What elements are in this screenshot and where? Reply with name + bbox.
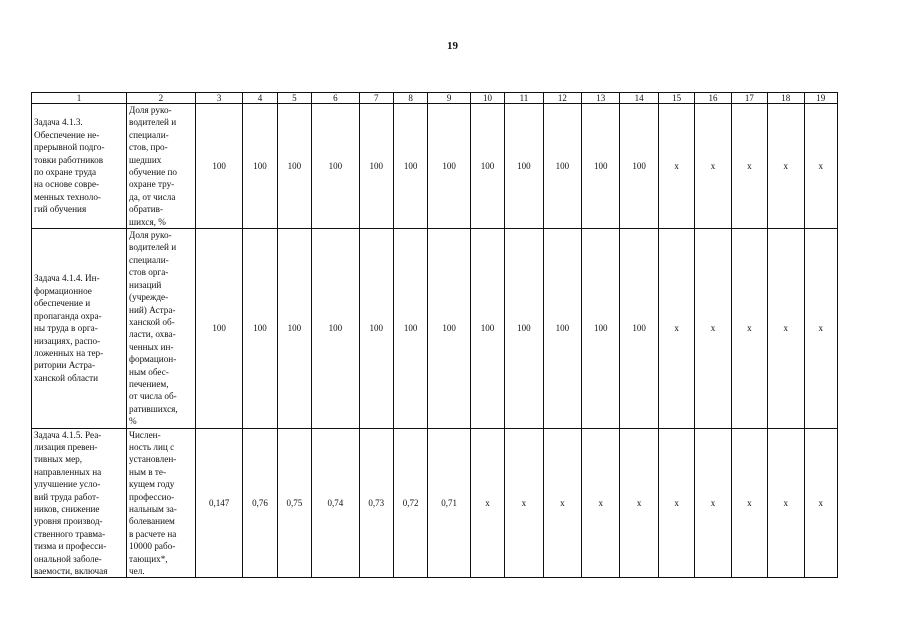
value-cell: 100	[470, 229, 504, 429]
value-cell: 100	[582, 229, 620, 429]
value-cell: x	[658, 428, 694, 578]
task-cell: Задача 4.1.3. Обеспечение не- прерывной подго- товки работников по охране труда на основе совре- менных техноло- гий обучения	[32, 104, 127, 229]
value-cell: x	[582, 428, 620, 578]
value-cell: 100	[195, 229, 243, 429]
value-cell: 100	[505, 104, 543, 229]
column-header: 14	[620, 93, 658, 104]
value-cell: 100	[277, 104, 311, 229]
value-cell: 100	[543, 229, 581, 429]
column-header: 9	[428, 93, 470, 104]
value-cell: x	[731, 428, 767, 578]
value-cell: 100	[393, 229, 427, 429]
value-cell: x	[695, 428, 731, 578]
column-header: 17	[731, 93, 767, 104]
value-cell: x	[731, 229, 767, 429]
value-cell: x	[768, 229, 804, 429]
column-header: 6	[312, 93, 360, 104]
indicator-cell: Числен- ность лиц с установлен- ным в те- кущем году профессио- нальным за- болеванием в расчете на 10000 рабо- тающих*, чел.	[127, 428, 196, 578]
value-cell: 100	[428, 229, 470, 429]
value-cell: x	[543, 428, 581, 578]
column-header: 7	[359, 93, 393, 104]
column-header: 18	[768, 93, 804, 104]
value-cell: 100	[243, 229, 277, 429]
value-cell: x	[505, 428, 543, 578]
column-header: 19	[804, 93, 838, 104]
value-cell: 100	[470, 104, 504, 229]
column-header: 11	[505, 93, 543, 104]
column-header: 2	[127, 93, 196, 104]
column-header: 10	[470, 93, 504, 104]
value-cell: 100	[505, 229, 543, 429]
value-cell: 100	[359, 229, 393, 429]
value-cell: 100	[582, 104, 620, 229]
value-cell: 100	[543, 104, 581, 229]
page-number: 19	[447, 40, 458, 52]
column-header: 16	[695, 93, 731, 104]
value-cell: 100	[195, 104, 243, 229]
table-row	[32, 229, 838, 429]
value-cell: x	[804, 229, 838, 429]
column-header: 1	[32, 93, 127, 104]
table-header-row	[32, 93, 838, 104]
table-row	[32, 428, 838, 578]
value-cell: 0,76	[243, 428, 277, 578]
indicator-cell: Доля руко- водителей и специали- стов орга- низаций (учрежде- ний) Астра- ханской об- ласти, охва- ченных ин- формацион- ным обес- печением, от числа об- ратившихся, %	[127, 229, 196, 429]
value-cell: x	[695, 229, 731, 429]
column-header: 15	[658, 93, 694, 104]
indicator-cell: Доля руко- водителей и специали- стов, про- шедших обучение по охране тру- да, от числа обратив- шихся, %	[127, 104, 196, 229]
task-cell: Задача 4.1.5. Реа- лизация превен- тивных мер, направленных на улучшение усло- вий труда работ- ников, снижение уровня производ- ственного травма- тизма и професси- ональной заболе- ваемости, включая	[32, 428, 127, 578]
value-cell: 100	[428, 104, 470, 229]
value-cell: x	[804, 428, 838, 578]
column-header: 12	[543, 93, 581, 104]
value-cell: 0,75	[277, 428, 311, 578]
value-cell: 0,71	[428, 428, 470, 578]
value-cell: x	[768, 428, 804, 578]
value-cell: x	[731, 104, 767, 229]
value-cell: x	[470, 428, 504, 578]
value-cell: 100	[277, 229, 311, 429]
value-cell: 100	[312, 229, 360, 429]
value-cell: 100	[620, 229, 658, 429]
value-cell: 0,73	[359, 428, 393, 578]
value-cell: 100	[312, 104, 360, 229]
value-cell: x	[768, 104, 804, 229]
value-cell: 0,72	[393, 428, 427, 578]
value-cell: x	[804, 104, 838, 229]
value-cell: 100	[393, 104, 427, 229]
column-header: 13	[582, 93, 620, 104]
column-header: 4	[243, 93, 277, 104]
column-header: 8	[393, 93, 427, 104]
column-header: 3	[195, 93, 243, 104]
value-cell: x	[695, 104, 731, 229]
value-cell: x	[658, 104, 694, 229]
value-cell: x	[620, 428, 658, 578]
value-cell: 100	[620, 104, 658, 229]
indicators-table	[31, 92, 838, 578]
value-cell: 0,74	[312, 428, 360, 578]
task-cell: Задача 4.1.4. Ин- формационное обеспечение и пропаганда охра- ны труда в орга- низациях, распо- ложенных на тер- ритории Астра- ханской области	[32, 229, 127, 429]
value-cell: 0,147	[195, 428, 243, 578]
table-row	[32, 104, 838, 229]
column-header: 5	[277, 93, 311, 104]
value-cell: 100	[359, 104, 393, 229]
value-cell: 100	[243, 104, 277, 229]
value-cell: x	[658, 229, 694, 429]
